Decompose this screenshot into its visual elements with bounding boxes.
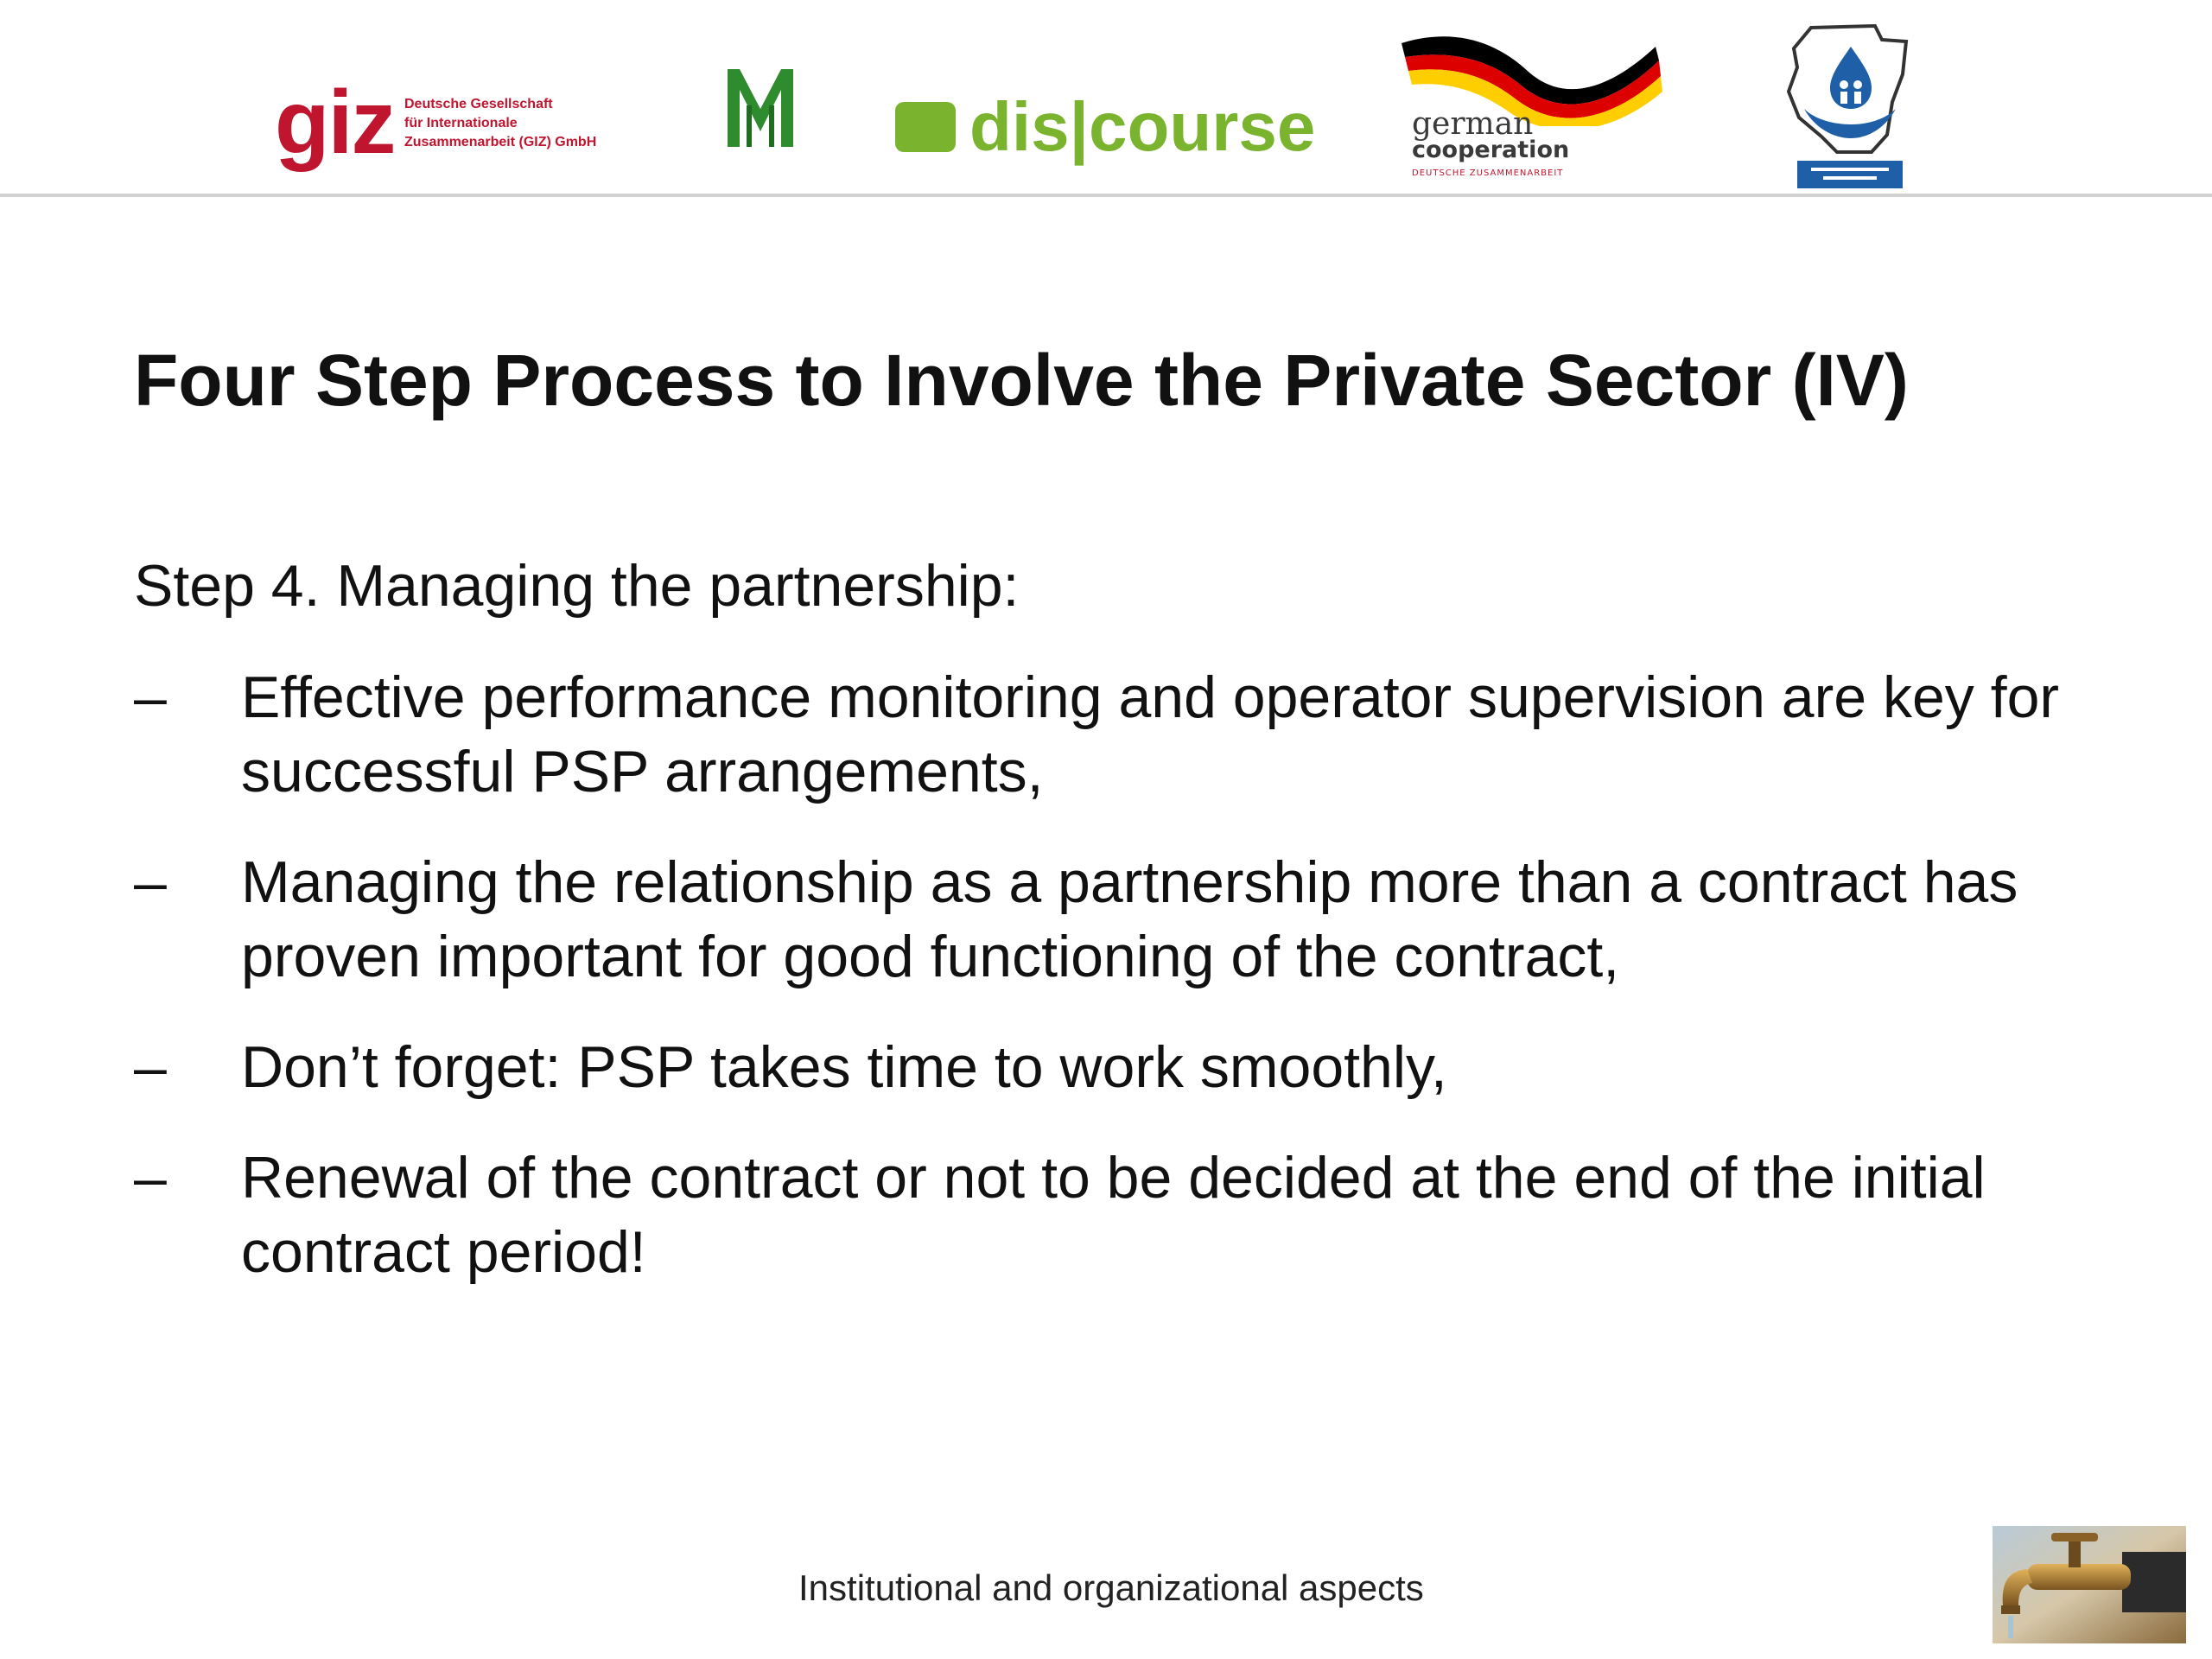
list-item [134, 1141, 2087, 1289]
german-cooperation-logo [1400, 31, 1668, 187]
list-item [134, 660, 2087, 809]
water-tap-photo [1993, 1526, 2186, 1643]
list-item [134, 1030, 2087, 1104]
step-heading: Step 4. Managing the partnership: [134, 553, 1020, 619]
bullet-dash: – [134, 849, 167, 915]
giz-logo [275, 73, 638, 181]
gc-line-cooperation: cooperation [1412, 137, 1570, 163]
bullet-list [134, 660, 2087, 1325]
header-divider [0, 194, 2212, 197]
discourse-square-icon [895, 102, 956, 152]
logo-bar [0, 0, 2212, 197]
giz-name-line-2: für Internationale [404, 116, 518, 130]
discourse-logo [895, 88, 1316, 165]
kenya-map-hands-icon [1785, 22, 1915, 192]
book-m-icon [724, 64, 797, 150]
giz-name [404, 95, 638, 152]
giz-mark: giz [275, 73, 395, 173]
footer-text: Institutional and organizational aspects [798, 1567, 1424, 1608]
gc-line-german: german [1412, 106, 1534, 142]
bullet-text: Managing the relationship as a partnership more than a contract has proven important for good functioning of the contract, [241, 849, 2018, 989]
gc-line-sub: DEUTSCHE ZUSAMMENARBEIT [1412, 168, 1564, 178]
bullet-text: Renewal of the contract or not to be decided at the end of the initial contract period! [241, 1145, 1986, 1285]
giz-name-line-3: Zusammenarbeit (GIZ) GmbH [404, 135, 597, 149]
bullet-dash: – [134, 1145, 167, 1211]
bullet-text: Don’t forget: PSP takes time to work smoothly, [241, 1034, 1447, 1100]
list-item [134, 845, 2087, 994]
discourse-wordmark: dis|course [969, 88, 1316, 165]
bullet-dash: – [134, 664, 167, 730]
bullet-dash: – [134, 1034, 167, 1100]
giz-name-line-1: Deutsche Gesellschaft [404, 97, 553, 111]
bullet-text: Effective performance monitoring and operator supervision are key for successful PSP arrangements, [241, 664, 2060, 804]
slide-title: Four Step Process to Involve the Private Sector (IV) [134, 340, 1909, 421]
